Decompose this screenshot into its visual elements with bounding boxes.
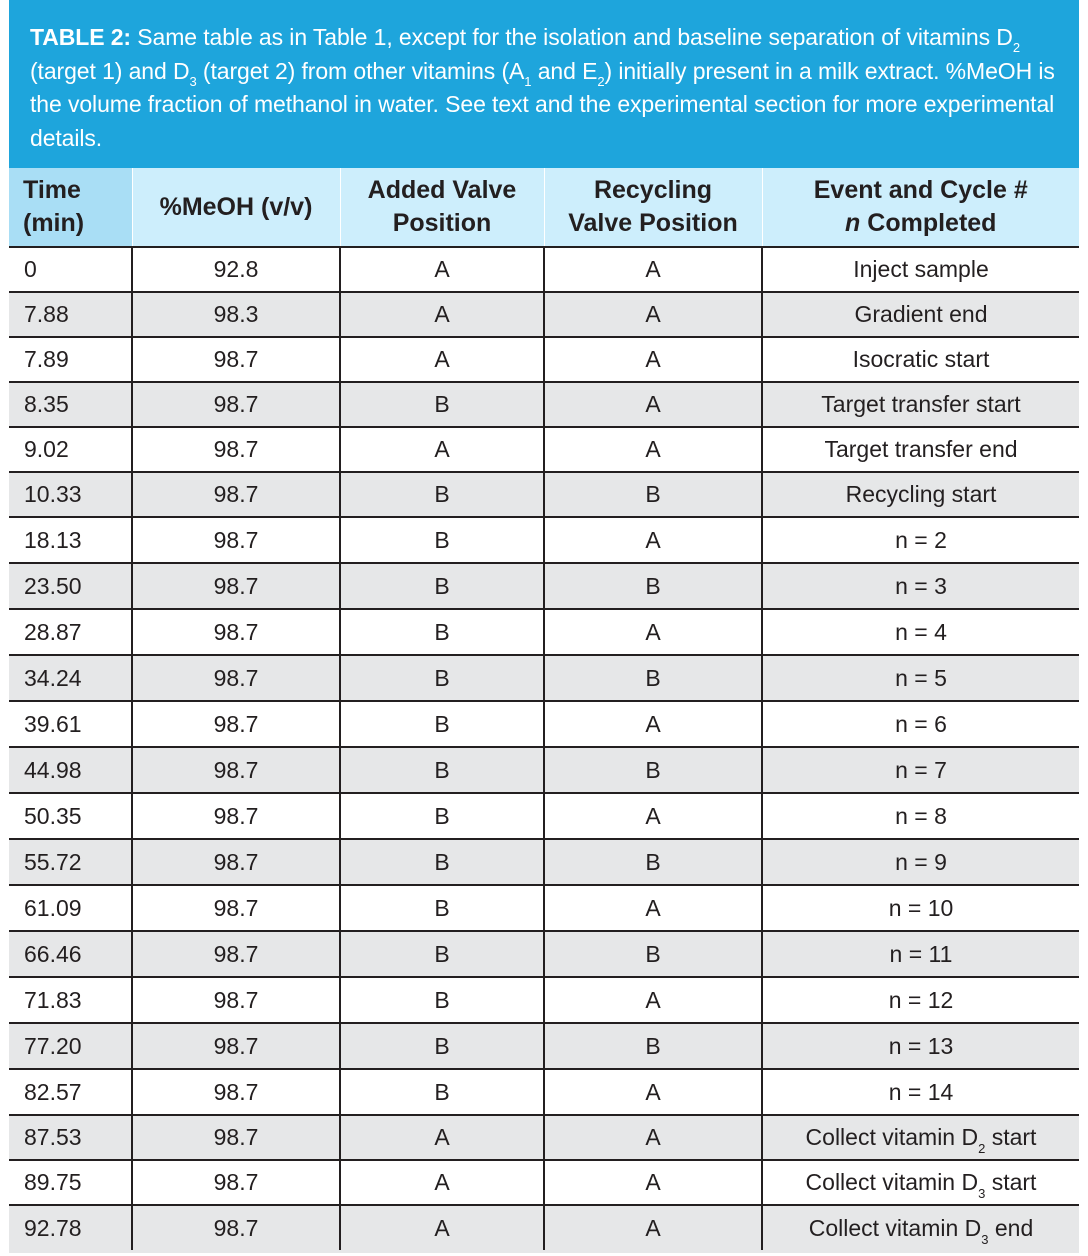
cell-meoh: 98.7 (132, 931, 340, 977)
cell-time: 61.09 (9, 885, 132, 931)
table-row (9, 839, 1079, 885)
cell-meoh: 92.8 (132, 247, 340, 292)
cell-time: 55.72 (9, 839, 132, 885)
cell-time: 82.57 (9, 1069, 132, 1115)
cell-added-valve: B (340, 885, 544, 931)
cell-added-valve: B (340, 839, 544, 885)
table-row (9, 977, 1079, 1023)
table-caption (9, 0, 1079, 168)
table-figure (9, 0, 1079, 1253)
cell-event: n = 13 (762, 1023, 1079, 1069)
header-added-valve: Added Valve Position (340, 168, 544, 247)
table-row (9, 292, 1079, 337)
data-table (9, 168, 1079, 1250)
cell-added-valve: A (340, 1205, 544, 1250)
header-row (9, 168, 1079, 247)
cell-meoh: 98.7 (132, 1069, 340, 1115)
cell-meoh: 98.7 (132, 1023, 340, 1069)
cell-recycling-valve: A (544, 292, 762, 337)
table-row (9, 701, 1079, 747)
cell-meoh: 98.7 (132, 427, 340, 472)
table-row (9, 247, 1079, 292)
cell-meoh: 98.7 (132, 793, 340, 839)
cell-added-valve: B (340, 977, 544, 1023)
caption-label: TABLE 2: (30, 24, 131, 50)
table-row (9, 1069, 1079, 1115)
table-row (9, 563, 1079, 609)
cell-meoh: 98.7 (132, 839, 340, 885)
caption-sub-2: 3 (189, 73, 197, 89)
cell-recycling-valve: A (544, 382, 762, 427)
cell-time: 50.35 (9, 793, 132, 839)
cell-event: n = 4 (762, 609, 1079, 655)
cell-recycling-valve: B (544, 747, 762, 793)
cell-event: Target transfer start (762, 382, 1079, 427)
cell-meoh: 98.7 (132, 655, 340, 701)
cell-added-valve: B (340, 1023, 544, 1069)
caption-text-3: (target 2) from other vitamins (A (196, 57, 525, 84)
table-row (9, 655, 1079, 701)
cell-event: Collect vitamin $D_3$ start (762, 1160, 1079, 1205)
cell-time: 66.46 (9, 931, 132, 977)
header-recycling-valve: Recycling Valve Position (544, 168, 762, 247)
cell-added-valve: A (340, 1115, 544, 1160)
cell-meoh: 98.7 (132, 472, 340, 517)
cell-meoh: 98.7 (132, 1115, 340, 1160)
cell-meoh: 98.7 (132, 1205, 340, 1250)
cell-recycling-valve: A (544, 609, 762, 655)
cell-recycling-valve: B (544, 472, 762, 517)
cell-added-valve: B (340, 793, 544, 839)
cell-added-valve: A (340, 337, 544, 382)
cell-added-valve: B (340, 609, 544, 655)
cell-time: 18.13 (9, 517, 132, 563)
cell-time: 89.75 (9, 1160, 132, 1205)
cell-recycling-valve: A (544, 885, 762, 931)
cell-time: 34.24 (9, 655, 132, 701)
caption-sub-3: 1 (524, 73, 532, 89)
table-row (9, 1205, 1079, 1250)
caption-text-2: (target 1) and D (30, 57, 190, 84)
cell-recycling-valve: A (544, 427, 762, 472)
header-meoh: %MeOH (v/v) (132, 168, 340, 247)
cell-recycling-valve: B (544, 931, 762, 977)
cell-time: 87.53 (9, 1115, 132, 1160)
cell-time: 39.61 (9, 701, 132, 747)
cell-event: n = 11 (762, 931, 1079, 977)
cell-event: Target transfer end (762, 427, 1079, 472)
cell-added-valve: B (340, 472, 544, 517)
cell-added-valve: A (340, 292, 544, 337)
table-row (9, 747, 1079, 793)
caption-sub-1: 2 (1012, 40, 1020, 55)
cell-time: 92.78 (9, 1205, 132, 1250)
cell-added-valve: B (340, 382, 544, 427)
cell-event: n = 8 (762, 793, 1079, 839)
cell-time: 71.83 (9, 977, 132, 1023)
cell-event: n = 9 (762, 839, 1079, 885)
cell-time: 7.89 (9, 337, 132, 382)
cell-recycling-valve: B (544, 1023, 762, 1069)
table-row (9, 517, 1079, 563)
cell-event: n = 10 (762, 885, 1079, 931)
table-row (9, 793, 1079, 839)
cell-added-valve: A (340, 427, 544, 472)
cell-meoh: 98.7 (132, 701, 340, 747)
cell-event: n = 5 (762, 655, 1079, 701)
cell-added-valve: B (340, 517, 544, 563)
table-row (9, 931, 1079, 977)
cell-meoh: 98.7 (132, 977, 340, 1023)
cell-recycling-valve: A (544, 793, 762, 839)
cell-added-valve: B (340, 655, 544, 701)
cell-added-valve: B (340, 931, 544, 977)
header-time: Time (min) (9, 168, 132, 247)
cell-time: 7.88 (9, 292, 132, 337)
cell-recycling-valve: B (544, 839, 762, 885)
cell-meoh: 98.7 (132, 382, 340, 427)
cell-added-valve: B (340, 701, 544, 747)
table-row (9, 609, 1079, 655)
header-event: Event and Cycle # n Completed (762, 168, 1079, 247)
cell-meoh: 98.7 (132, 563, 340, 609)
cell-recycling-valve: B (544, 655, 762, 701)
cell-meoh: 98.3 (132, 292, 340, 337)
cell-recycling-valve: A (544, 701, 762, 747)
cell-time: 28.87 (9, 609, 132, 655)
table-row (9, 885, 1079, 931)
cell-meoh: 98.7 (132, 885, 340, 931)
cell-added-valve: B (340, 747, 544, 793)
cell-recycling-valve: A (544, 1069, 762, 1115)
cell-meoh: 98.7 (132, 1160, 340, 1205)
cell-recycling-valve: A (544, 517, 762, 563)
cell-time: 23.50 (9, 563, 132, 609)
cell-meoh: 98.7 (132, 747, 340, 793)
cell-added-valve: B (340, 563, 544, 609)
cell-recycling-valve: A (544, 1115, 762, 1160)
cell-event: Collect vitamin $D_2$ start (762, 1115, 1079, 1160)
cell-time: 44.98 (9, 747, 132, 793)
cell-event: n = 7 (762, 747, 1079, 793)
cell-recycling-valve: A (544, 247, 762, 292)
table-bottom-edge (9, 1250, 1079, 1253)
cell-recycling-valve: B (544, 563, 762, 609)
cell-meoh: 98.7 (132, 337, 340, 382)
cell-event: n = 14 (762, 1069, 1079, 1115)
cell-time: 9.02 (9, 427, 132, 472)
cell-recycling-valve: A (544, 337, 762, 382)
cell-time: 10.33 (9, 472, 132, 517)
cell-event: n = 6 (762, 701, 1079, 747)
table-row (9, 472, 1079, 517)
cell-event: Recycling start (762, 472, 1079, 517)
cell-event: Inject sample (762, 247, 1079, 292)
cell-time: 0 (9, 247, 132, 292)
cell-event: Gradient end (762, 292, 1079, 337)
cell-added-valve: B (340, 1069, 544, 1115)
table-row (9, 427, 1079, 472)
table-row (9, 1160, 1079, 1205)
cell-event: n = 2 (762, 517, 1079, 563)
cell-meoh: 98.7 (132, 609, 340, 655)
table-body (9, 247, 1079, 1250)
cell-recycling-valve: A (544, 1160, 762, 1205)
cell-event: n = 12 (762, 977, 1079, 1023)
caption-text-1: Same table as in Table 1, except for the isolation and baseline separation of vitamins D (131, 24, 1013, 50)
cell-recycling-valve: A (544, 977, 762, 1023)
table-row (9, 337, 1079, 382)
cell-event: Isocratic start (762, 337, 1079, 382)
cell-added-valve: A (340, 247, 544, 292)
caption-sub-4: 2 (597, 73, 605, 89)
cell-time: 77.20 (9, 1023, 132, 1069)
table-row (9, 1023, 1079, 1069)
cell-event: Collect vitamin $D_3$ end (762, 1205, 1079, 1250)
table-row (9, 382, 1079, 427)
cell-time: 8.35 (9, 382, 132, 427)
cell-meoh: 98.7 (132, 517, 340, 563)
caption-text-4: and E (531, 57, 598, 84)
table-row (9, 1115, 1079, 1160)
cell-event: n = 3 (762, 563, 1079, 609)
cell-recycling-valve: A (544, 1205, 762, 1250)
caption-text-5: ) initially present in a milk extract. %MeOH is the volume fraction of methanol in water. See text and the experimental section for more experimental details. (30, 57, 1055, 151)
cell-added-valve: A (340, 1160, 544, 1205)
